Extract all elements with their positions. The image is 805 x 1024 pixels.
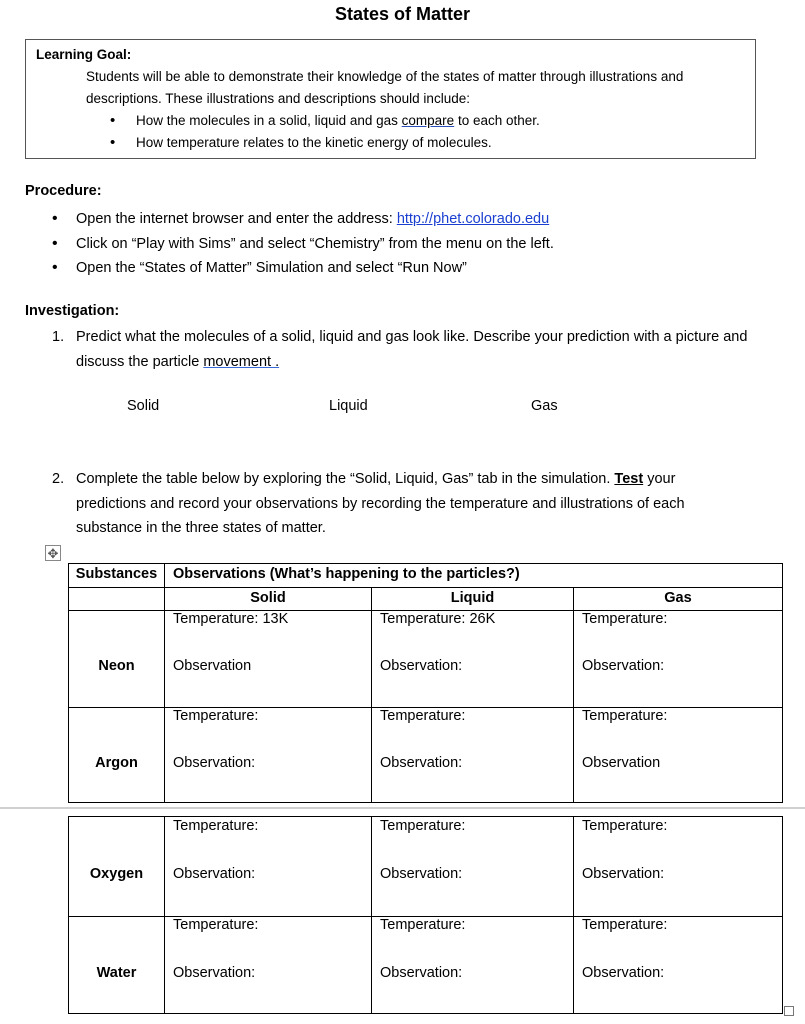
procedure-step: • Click on “Play with Sims” and select “Chemistry” from the menu on the left.	[52, 232, 554, 257]
procedure-step: • Open the “States of Matter” Simulation and select “Run Now”	[52, 256, 554, 281]
solid-cell: Temperature: Observation:	[165, 708, 372, 803]
movement-word: movement .	[203, 353, 280, 370]
page-break	[0, 807, 805, 809]
learning-goal-bullet: • How the molecules in a solid, liquid and gas compare to each other.	[110, 110, 540, 132]
liquid-cell: Temperature: Observation:	[372, 708, 574, 803]
header-observations: Observations (What’s happening to the particles?)	[165, 564, 783, 588]
liquid-cell: Temperature: Observation:	[372, 917, 574, 1014]
state-label-solid: Solid	[127, 398, 160, 414]
substance-cell: Neon	[69, 611, 165, 708]
gas-cell: Temperature: Observation:	[574, 611, 783, 708]
solid-cell: Temperature: 13K Observation	[165, 611, 372, 708]
gas-cell: Temperature: Observation	[574, 708, 783, 803]
learning-goal-box	[25, 39, 756, 159]
liquid-cell: Temperature: 26K Observation:	[372, 611, 574, 708]
substance-cell: Argon	[69, 708, 165, 803]
observation-table-continued	[68, 816, 783, 1014]
table-row	[69, 817, 783, 917]
substance-cell: Oxygen	[69, 817, 165, 917]
header-substances: Substances	[69, 564, 165, 588]
learning-goal-bullet: • How temperature relates to the kinetic energy of molecules.	[110, 132, 540, 154]
header-liquid: Liquid	[372, 588, 574, 611]
learning-goal-description: Students will be able to demonstrate their knowledge of the states of matter through illustrations and descriptions. These illustrations and descriptions should include:	[86, 69, 684, 106]
observation-table	[68, 563, 783, 803]
question-number: 2.	[52, 471, 65, 487]
procedure-heading: Procedure:	[25, 183, 102, 199]
table-resize-handle-icon[interactable]	[784, 1006, 794, 1016]
table-row	[69, 917, 783, 1014]
learning-goal-heading: Learning Goal:	[36, 47, 132, 62]
table-row	[69, 611, 783, 708]
compare-word: compare	[401, 113, 455, 128]
procedure-list	[52, 207, 554, 281]
header-blank	[69, 588, 165, 611]
header-gas: Gas	[574, 588, 783, 611]
solid-cell: Temperature: Observation:	[165, 917, 372, 1014]
state-label-liquid: Liquid	[329, 398, 368, 414]
liquid-cell: Temperature: Observation:	[372, 817, 574, 917]
table-move-handle-icon[interactable]: ✥	[45, 545, 61, 561]
gas-cell: Temperature: Observation:	[574, 917, 783, 1014]
question-1: 1. Predict what the molecules of a solid, liquid and gas look like. Describe your prediction with a picture and discuss the particle movement .	[52, 325, 782, 374]
page-title: States of Matter	[334, 4, 471, 24]
question-number: 1.	[52, 329, 65, 345]
substance-cell: Water	[69, 917, 165, 1014]
investigation-heading: Investigation:	[25, 303, 120, 319]
gas-cell: Temperature: Observation:	[574, 817, 783, 917]
header-solid: Solid	[165, 588, 372, 611]
learning-goal-bullets	[110, 110, 540, 154]
procedure-step: • Open the internet browser and enter the address: http://phet.colorado.edu	[52, 207, 554, 232]
table-row	[69, 708, 783, 803]
question-2: 2. Complete the table below by exploring the “Solid, Liquid, Gas” tab in the simulation. Test your predictions and record your observations by recording the temperature and illustrations of each substance in the three states of matter.	[52, 467, 742, 541]
solid-cell: Temperature: Observation:	[165, 817, 372, 917]
state-label-gas: Gas	[531, 398, 558, 414]
test-word: Test	[614, 471, 644, 487]
phet-link[interactable]: http://phet.colorado.edu	[396, 211, 550, 227]
